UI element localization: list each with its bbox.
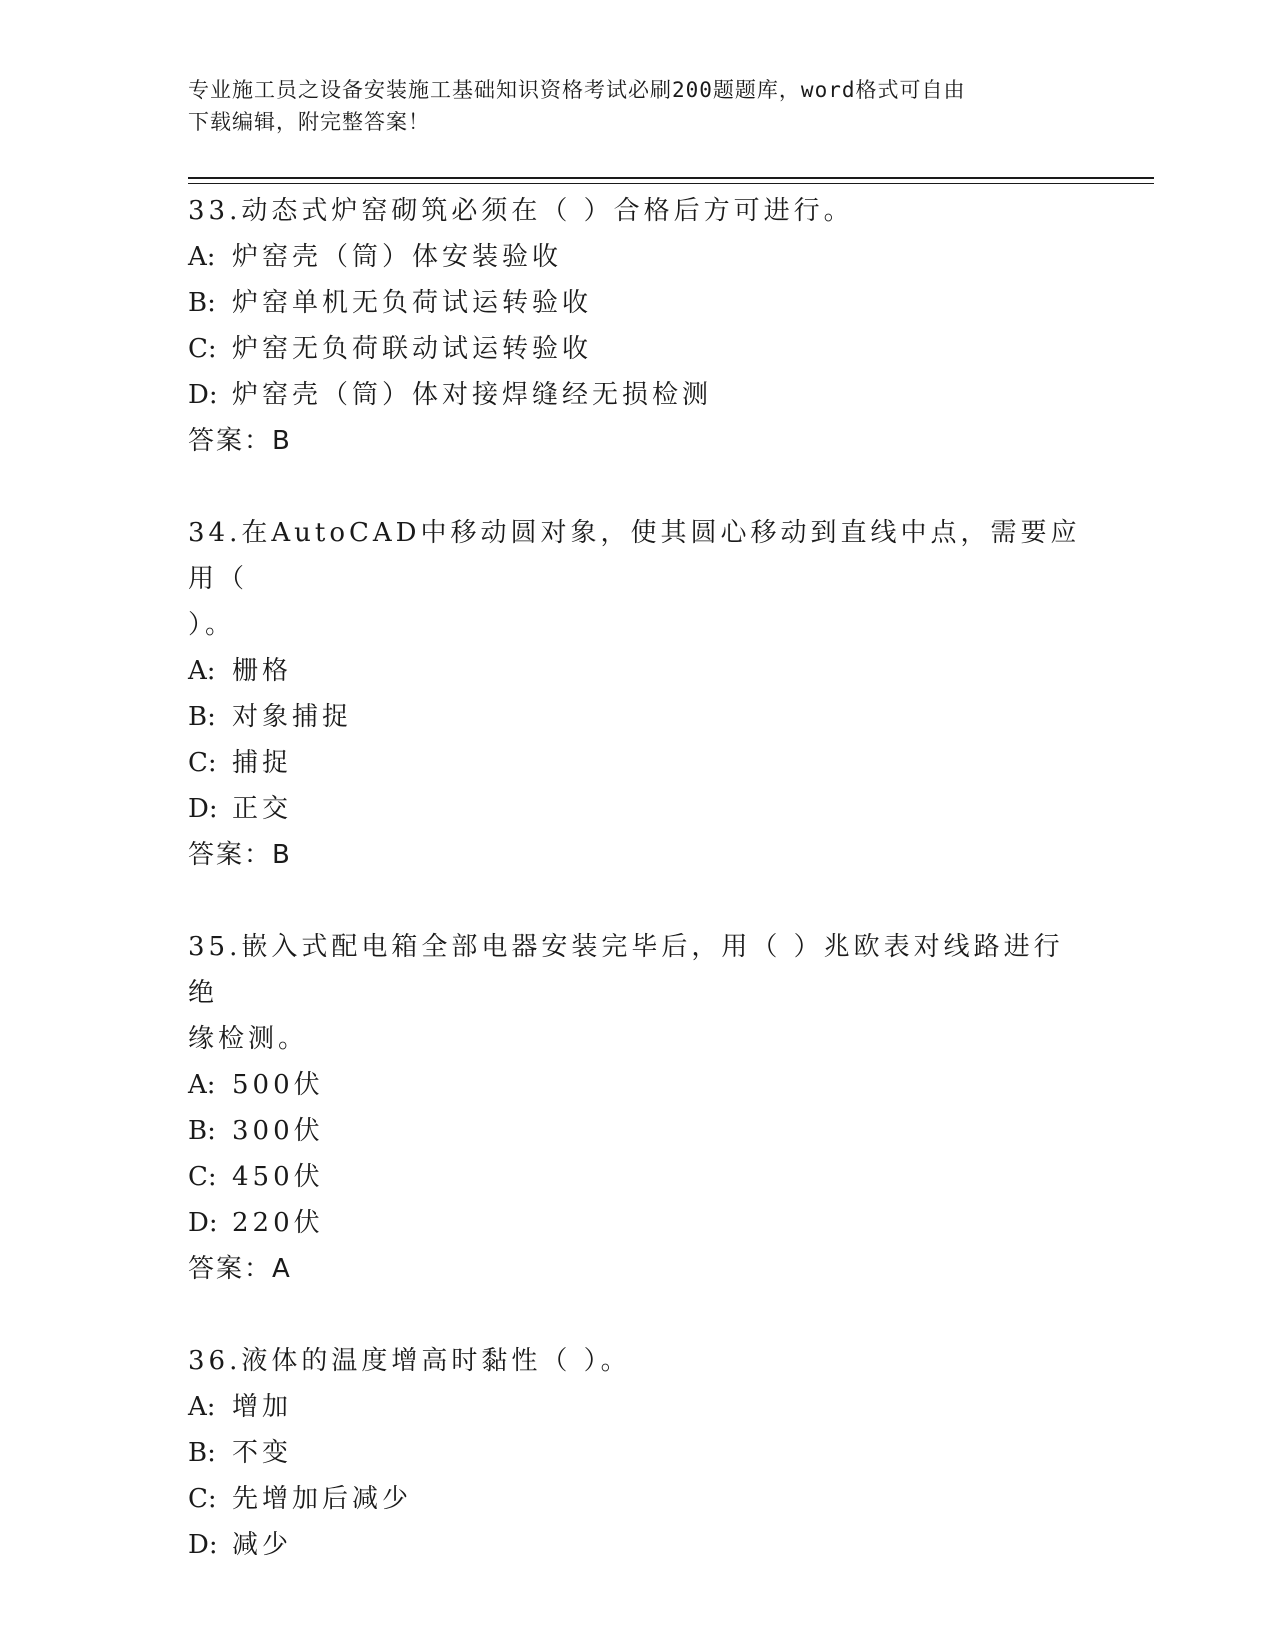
option-label: B: [188,702,216,732]
option-label: A: [188,242,216,272]
header-divider-thick [188,177,1154,179]
option-label: B: [188,1438,216,1468]
answer-line: 答案：B [188,840,292,870]
option-c [188,326,1088,372]
option-label: A: [188,656,216,686]
option-label: A: [188,1070,216,1100]
question-stem: 34.在AutoCAD中移动圆对象，使其圆心移动到直线中点，需要应用（ [188,518,1081,594]
answer-line: 答案：B [188,426,292,456]
document-header [188,74,1088,138]
option-b [188,280,1088,326]
question-stem: 36.液体的温度增高时黏性（ ）。 [188,1346,631,1376]
option-label: D: [188,794,218,824]
option-text: 300伏 [232,1116,324,1146]
option-text: 减少 [232,1530,293,1560]
option-text: 不变 [232,1438,293,1468]
question-36 [188,1338,1088,1568]
option-a [188,648,1088,694]
option-a [188,1062,1088,1108]
option-text: 正交 [232,794,293,824]
option-label: B: [188,1116,216,1146]
option-label: A: [188,1392,216,1422]
answer-line: 答案：A [188,1254,292,1284]
question-stem: 35.嵌入式配电箱全部电器安装完毕后，用（ ）兆欧表对线路进行绝 [188,932,1064,1008]
option-text: 450伏 [232,1162,324,1192]
option-text: 220伏 [232,1208,324,1238]
option-label: C: [188,334,217,364]
question-35 [188,924,1088,1292]
option-d [188,1522,1088,1568]
option-b [188,1108,1088,1154]
option-label: D: [188,380,218,410]
option-label: C: [188,748,217,778]
option-text: 炉窑无负荷联动试运转验收 [232,334,593,364]
option-text: 捕捉 [232,748,293,778]
header-line-2: 下载编辑，附完整答案！ [188,110,430,134]
option-text: 先增加后减少 [232,1484,413,1514]
option-a [188,1384,1088,1430]
option-text: 对象捕捉 [232,702,353,732]
option-label: D: [188,1530,218,1560]
option-text: 500伏 [232,1070,324,1100]
option-text: 栅格 [232,656,293,686]
option-text: 炉窑壳（筒）体安装验收 [232,242,563,272]
option-label: B: [188,288,216,318]
header-divider-thin [188,183,1154,184]
option-b [188,1430,1088,1476]
option-c [188,1154,1088,1200]
option-d [188,786,1088,832]
option-c [188,740,1088,786]
option-c [188,1476,1088,1522]
question-stem-continued: ）。 [188,610,236,640]
question-33 [188,188,1088,464]
option-d [188,372,1088,418]
option-label: C: [188,1484,217,1514]
question-stem: 33.动态式炉窑砌筑必须在（ ）合格后方可进行。 [188,196,854,226]
question-stem-continued: 缘检测。 [188,1024,309,1054]
option-text: 增加 [232,1392,293,1422]
option-label: D: [188,1208,218,1238]
question-34 [188,510,1088,878]
header-line-1: 专业施工员之设备安装施工基础知识资格考试必刷200题题库，word格式可自由 [188,78,966,102]
option-a [188,234,1088,280]
question-list [188,188,1088,1614]
option-text: 炉窑单机无负荷试运转验收 [232,288,593,318]
option-b [188,694,1088,740]
option-text: 炉窑壳（筒）体对接焊缝经无损检测 [232,380,713,410]
option-d [188,1200,1088,1246]
option-label: C: [188,1162,217,1192]
